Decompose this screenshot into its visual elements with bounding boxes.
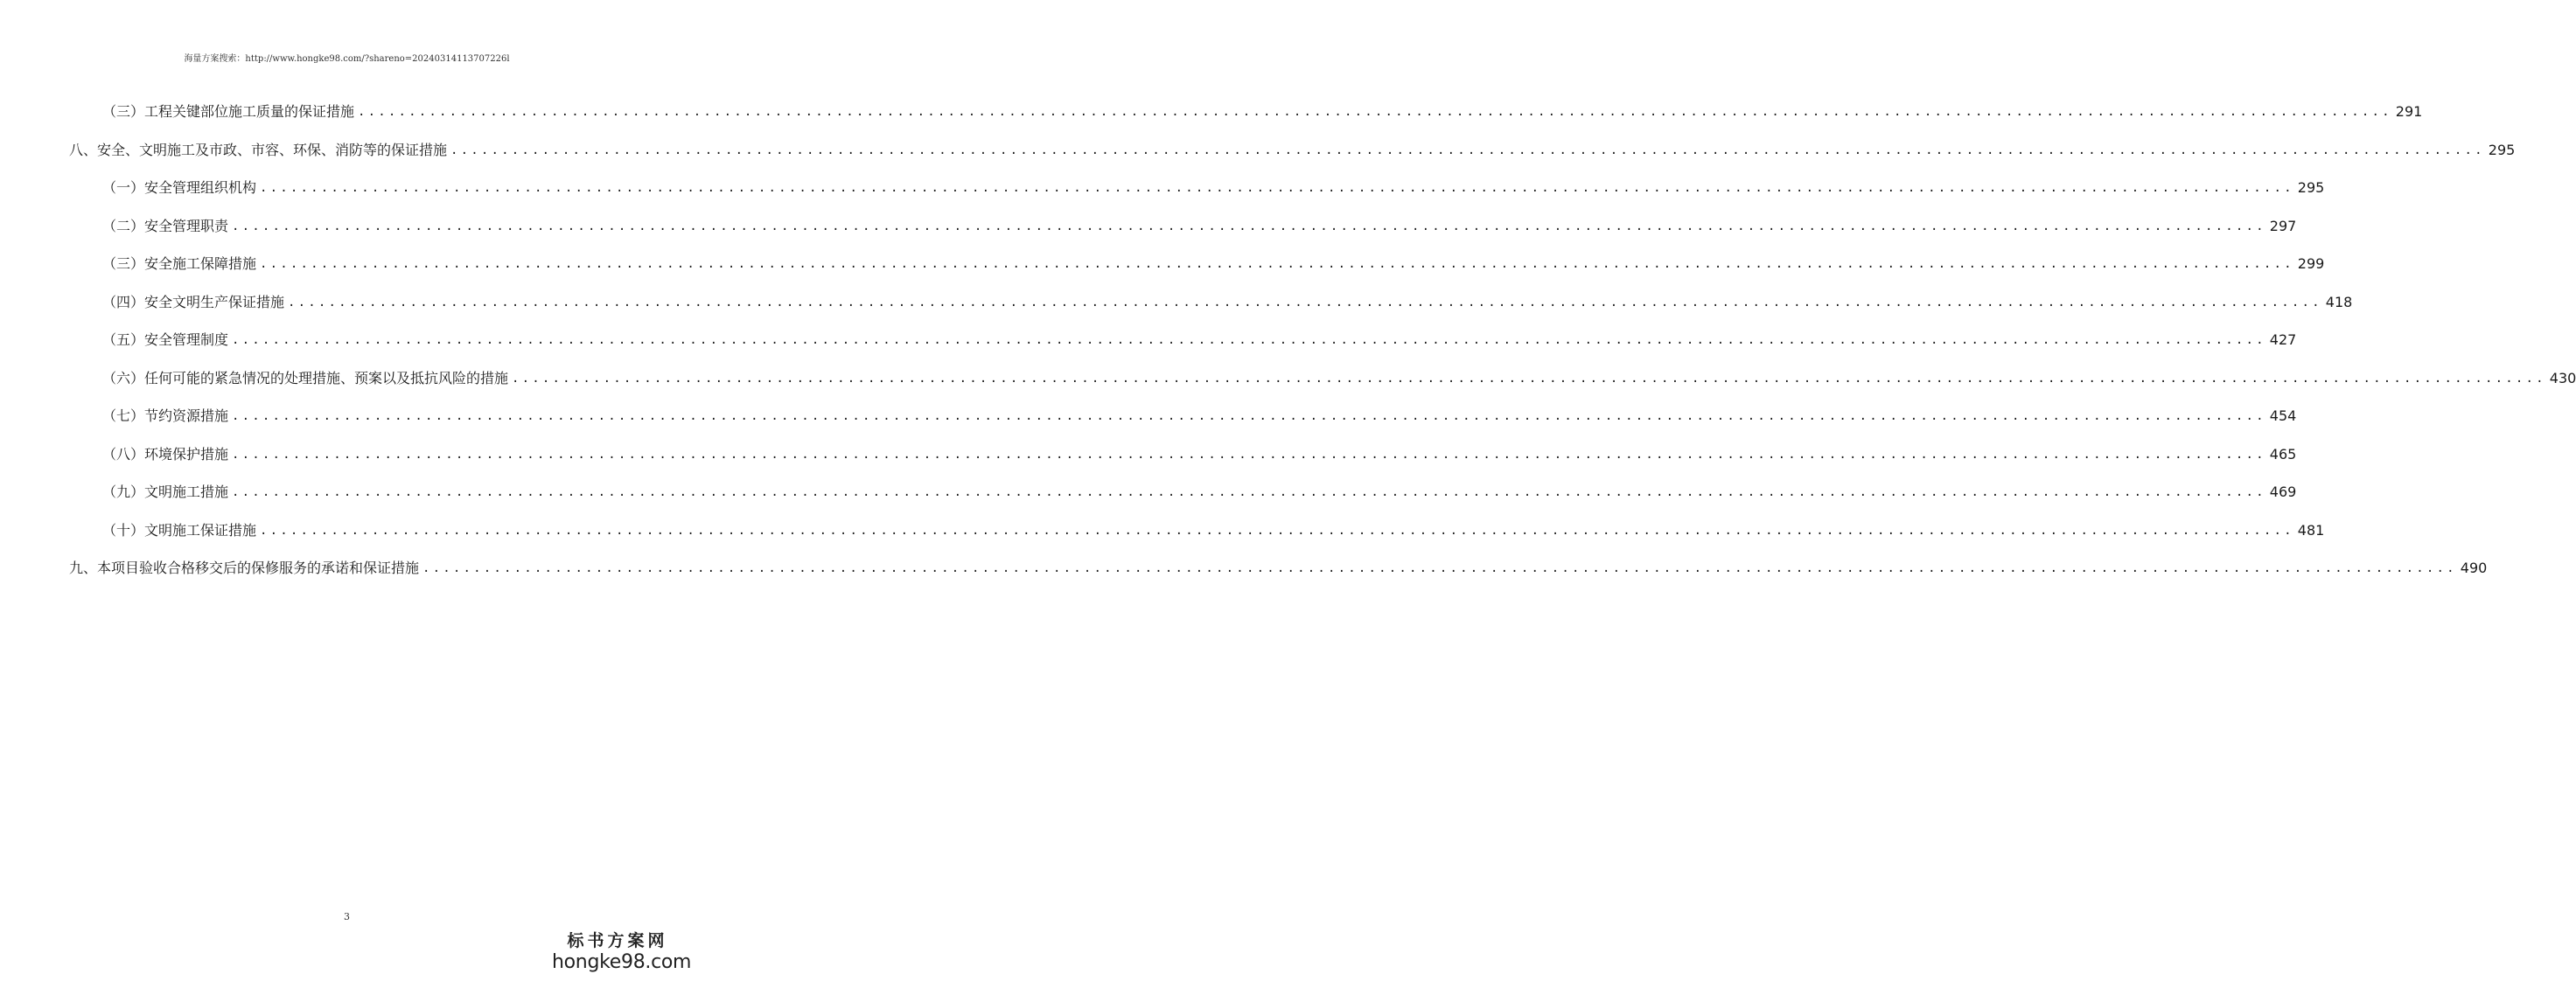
toc-entry[interactable] <box>102 520 2325 541</box>
toc-dot-leader: ........................................................................................................................................................................................................ <box>260 257 2294 271</box>
toc-entry-page: 418 <box>2325 293 2353 310</box>
toc-dot-leader: ........................................................................................................................................................................................................ <box>450 143 2485 157</box>
toc-entry-label: （三）安全施工保障措施 <box>102 255 257 272</box>
watermark-title: 标书方案网 <box>567 931 668 950</box>
toc-dot-leader: ........................................................................................................................................................................................................ <box>512 371 2546 386</box>
toc-entry[interactable] <box>102 216 2297 237</box>
watermark-domain: hongke98.com <box>552 951 692 973</box>
toc-dot-leader: ........................................................................................................................................................................................................ <box>232 447 2266 462</box>
toc-entry-page: 430 <box>2549 369 2576 386</box>
toc-entry-label: （十）文明施工保证措施 <box>102 521 257 539</box>
toc-entry[interactable] <box>102 330 2297 351</box>
toc-entry-label: （九）文明施工措施 <box>102 484 229 500</box>
toc-entry-page: 297 <box>2269 217 2297 234</box>
toc-entry-label: （六）任何可能的紧急情况的处理措施、预案以及抵抗风险的措施 <box>102 369 509 386</box>
toc-entry[interactable] <box>102 292 2353 313</box>
toc-entry-label: （八）环境保护措施 <box>102 445 229 463</box>
toc-entry-label: （四）安全文明生产保证措施 <box>102 293 285 310</box>
toc-entry[interactable] <box>102 101 2423 122</box>
toc-dot-leader: ........................................................................................................................................................................................................ <box>232 333 2266 347</box>
toc-dot-leader: ........................................................................................................................................................................................................ <box>288 295 2322 310</box>
page-number: 3 <box>344 911 350 922</box>
toc-entry-page: 481 <box>2297 521 2325 539</box>
watermark-logo <box>552 930 692 974</box>
toc-entry-page: 295 <box>2297 179 2325 196</box>
toc-entry-label: （三）工程关键部位施工质量的保证措施 <box>102 103 355 120</box>
toc-entry-page: 490 <box>2460 560 2488 576</box>
toc-entry[interactable] <box>69 140 2516 161</box>
toc-entry-label: （五）安全管理制度 <box>102 331 229 348</box>
toc-entry-label: （七）节约资源措施 <box>102 407 229 424</box>
toc-entry-page: 295 <box>2488 141 2516 158</box>
toc-entry-label: （一）安全管理组织机构 <box>102 179 257 196</box>
toc-entry[interactable] <box>102 368 2576 389</box>
toc-dot-leader: ........................................................................................................................................................................................................ <box>358 105 2392 119</box>
toc-entry[interactable] <box>102 406 2297 427</box>
toc-entry[interactable] <box>102 177 2325 198</box>
toc-dot-leader: ........................................................................................................................................................................................................ <box>232 219 2266 233</box>
toc-entry-page: 469 <box>2269 484 2297 500</box>
toc-entry-label: 九、本项目验收合格移交后的保修服务的承诺和保证措施 <box>69 560 420 576</box>
toc-entry-label: （二）安全管理职责 <box>102 217 229 234</box>
header-search-note: 海量方案搜索：http://www.hongke98.com/?shareno=20240314113707226l <box>184 54 510 64</box>
toc-entry-page: 299 <box>2297 255 2325 272</box>
toc-entry[interactable] <box>69 558 2488 579</box>
toc-entry[interactable] <box>102 254 2325 275</box>
toc-dot-leader: ........................................................................................................................................................................................................ <box>260 181 2294 195</box>
toc-dot-leader: ........................................................................................................................................................................................................ <box>232 485 2266 499</box>
toc-entry-page: 454 <box>2269 407 2297 424</box>
toc-entry-page: 465 <box>2269 445 2297 463</box>
toc-dot-leader: ........................................................................................................................................................................................................ <box>260 523 2294 538</box>
toc-entry-label: 八、安全、文明施工及市政、市容、环保、消防等的保证措施 <box>69 141 448 158</box>
toc-entry[interactable] <box>102 444 2297 465</box>
toc-dot-leader: ........................................................................................................................................................................................................ <box>422 561 2457 575</box>
toc-entry[interactable] <box>102 482 2297 503</box>
toc-entry-page: 427 <box>2269 331 2297 348</box>
toc-dot-leader: ........................................................................................................................................................................................................ <box>232 409 2266 423</box>
toc-entry-page: 291 <box>2395 103 2423 120</box>
